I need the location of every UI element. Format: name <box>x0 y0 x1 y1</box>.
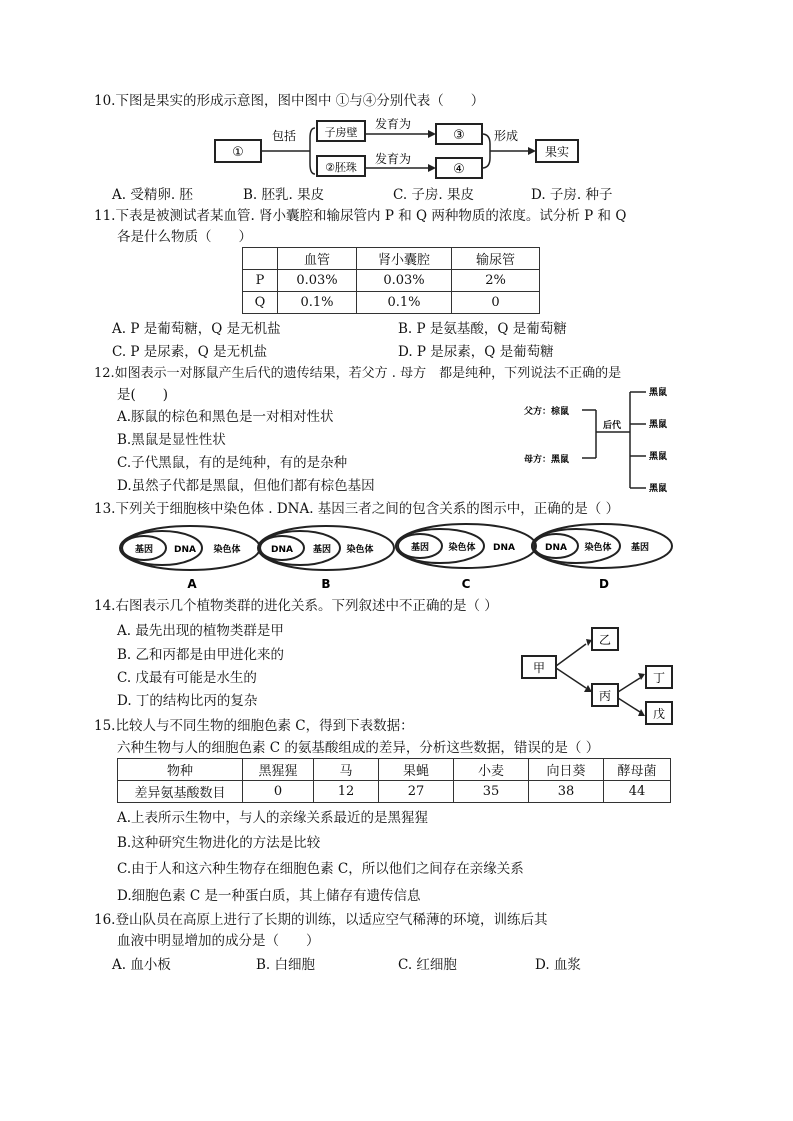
q14-label-bing: 丙 <box>598 689 612 703</box>
q12-stem-line-2: 是( ) <box>117 387 169 403</box>
q10-label-fruit: 果实 <box>544 145 570 159</box>
q13-b-middle: 基因 <box>312 545 332 555</box>
q15-option-a: A.上表所示生物中，与人的亲缘关系最近的是黑猩猩 <box>117 810 429 826</box>
q11-cell: 0.1% <box>357 292 452 314</box>
q11-header-cell: 肾小囊腔 <box>357 248 452 270</box>
q13-a-middle: DNA <box>174 545 196 555</box>
q15-header-cell: 物种 <box>118 759 243 781</box>
q13-d-letter: D <box>599 577 609 591</box>
q14-option-c: C. 戊最有可能是水生的 <box>117 670 257 686</box>
q12-option-b: B.黑鼠是显性性状 <box>117 432 226 448</box>
q16-stem-line-1: 16.登山队员在高原上进行了长期的训练，以适应空气稀薄的环境，训练后其 <box>94 912 548 928</box>
q11-cell: P <box>243 270 278 292</box>
q12-label-offspring: 后代 <box>603 421 622 431</box>
q11-stem-line-2: 各是什么物质（ ） <box>117 229 252 245</box>
q15-cell: 27 <box>379 781 454 803</box>
q16-option-d: D. 血浆 <box>535 957 581 973</box>
q10-label-ovule: ②胚珠 <box>325 161 357 174</box>
q15-cell: 44 <box>604 781 671 803</box>
q12-label-child: 黑鼠 <box>649 388 668 398</box>
q12-option-d: D.虽然子代都是黑鼠，但他们都有棕色基因 <box>117 478 375 494</box>
q14-label-wu: 戊 <box>652 707 666 721</box>
q10-label-form: 形成 <box>494 129 519 143</box>
q15-cell: 35 <box>454 781 529 803</box>
q15-option-b: B.这种研究生物进化的方法是比较 <box>117 835 321 851</box>
q13-venn-diagrams <box>118 522 678 594</box>
q12-option-c: C.子代黑鼠，有的是纯种，有的是杂种 <box>117 455 348 471</box>
q14-label-yi: 乙 <box>598 633 612 647</box>
q13-diagram-a <box>120 526 260 591</box>
q14-evolution-diagram <box>518 622 678 726</box>
q14-option-d: D. 丁的结构比丙的复杂 <box>117 693 258 709</box>
q15-stem-line-1: 15.比较人与不同生物的细胞色素 C，得到下表数据： <box>94 718 414 734</box>
q14-option-a: A. 最先出现的植物类群是甲 <box>117 623 284 639</box>
q10-option-c: C. 子房. 果皮 <box>393 187 475 203</box>
q10-option-d: D. 子房. 种子 <box>531 187 613 203</box>
q15-header-cell: 酵母菌 <box>604 759 671 781</box>
q13-b-outer: 染色体 <box>346 545 374 555</box>
q15-option-c: C.由于人和这六种生物存在细胞色素 C，所以他们之间存在亲缘关系 <box>117 861 524 877</box>
q15-header-cell: 小麦 <box>454 759 529 781</box>
q15-stem-line-2: 六种生物与人的细胞色素 C 的氨基酸组成的差异，分析这些数据，错误的是（ ） <box>117 740 600 756</box>
q10-label-4: ④ <box>453 162 465 177</box>
q10-stem: 10.下图是果实的形成示意图，图中图中 ①与④分别代表（ ） <box>94 93 485 109</box>
q16-stem-line-2: 血液中明显增加的成分是（ ） <box>117 933 320 949</box>
q15-header-cell: 向日葵 <box>529 759 604 781</box>
q11-option-c: C. P 是尿素，Q 是无机盐 <box>112 344 268 360</box>
q10-label-develop-2: 发育为 <box>375 152 412 166</box>
q15-header-cell: 马 <box>314 759 379 781</box>
q10-label-3: ③ <box>453 128 465 143</box>
q11-header-cell: 输尿管 <box>452 248 540 270</box>
q13-c-letter: C <box>461 577 471 591</box>
q15-option-d: D.细胞色素 C 是一种蛋白质，其上储存有遗传信息 <box>117 888 421 904</box>
q15-cell: 0 <box>243 781 314 803</box>
q11-cell: 2% <box>452 270 540 292</box>
q13-a-inner: 基因 <box>134 545 154 555</box>
q13-diagram-b <box>258 526 394 591</box>
q13-diagram-c <box>396 524 536 591</box>
q13-c-outer: DNA <box>493 543 515 553</box>
q11-option-a: A. P 是葡萄糖，Q 是无机盐 <box>112 321 281 337</box>
q15-cell: 差异氨基酸数目 <box>118 781 243 803</box>
q12-heredity-diagram <box>524 384 684 496</box>
q11-header-cell: 血管 <box>278 248 357 270</box>
q12-label-child: 黑鼠 <box>649 452 668 462</box>
q14-option-b: B. 乙和丙都是由甲进化来的 <box>117 647 285 663</box>
q13-a-letter: A <box>187 577 197 591</box>
q10-label-1: ① <box>232 145 244 160</box>
table-row <box>243 270 540 292</box>
q13-a-outer: 染色体 <box>213 545 241 555</box>
q15-header-cell: 黑猩猩 <box>243 759 314 781</box>
q11-stem-line-1: 11.下表是被测试者某血管. 肾小囊腔和输尿管内 P 和 Q 两种物质的浓度。试分析 P 和 Q <box>94 208 627 224</box>
q13-c-inner: 基因 <box>410 543 430 553</box>
q14-label-jia: 甲 <box>532 661 546 675</box>
q13-diagram-d <box>532 524 672 591</box>
q13-d-middle: 染色体 <box>584 543 612 553</box>
q13-b-inner: DNA <box>271 545 293 555</box>
q15-table <box>117 758 671 803</box>
q11-cell: 0.03% <box>357 270 452 292</box>
q11-header-cell <box>243 248 278 270</box>
q11-cell: 0.1% <box>278 292 357 314</box>
q15-cell: 38 <box>529 781 604 803</box>
q10-option-a: A. 受精卵. 胚 <box>112 187 193 203</box>
q13-stem: 13.下列关于细胞核中染色体 . DNA. 基因三者之间的包含关系的图示中，正确的是（ ） <box>94 501 620 517</box>
q13-b-letter: B <box>321 577 331 591</box>
q11-cell: 0 <box>452 292 540 314</box>
q11-cell: 0.03% <box>278 270 357 292</box>
q11-cell: Q <box>243 292 278 314</box>
q13-d-inner: DNA <box>545 543 567 553</box>
q11-option-d: D. P 是尿素，Q 是葡萄糖 <box>398 344 554 360</box>
table-row <box>118 781 671 803</box>
q10-label-include: 包括 <box>272 129 297 143</box>
q12-option-a: A.豚鼠的棕色和黑色是一对相对性状 <box>117 409 334 425</box>
q12-label-child: 黑鼠 <box>649 420 668 430</box>
q10-label-ovary-wall: 子房壁 <box>324 126 358 139</box>
q10-fruit-diagram <box>210 118 590 184</box>
q10-label-develop-1: 发育为 <box>375 118 412 131</box>
q12-label-child: 黑鼠 <box>649 484 668 494</box>
q15-header-cell: 果蝇 <box>379 759 454 781</box>
q12-label-father: 父方：棕鼠 <box>524 407 570 417</box>
q14-stem: 14.右图表示几个植物类群的进化关系。下列叙述中不正确的是（ ） <box>94 598 498 614</box>
q13-c-middle: 染色体 <box>448 543 476 553</box>
q10-option-b: B. 胚乳. 果皮 <box>243 187 325 203</box>
q16-option-b: B. 白细胞 <box>256 957 316 973</box>
q11-table <box>242 247 540 314</box>
q16-option-c: C. 红细胞 <box>398 957 457 973</box>
q13-d-outer: 基因 <box>630 543 650 553</box>
q14-label-ding: 丁 <box>652 671 666 685</box>
q16-option-a: A. 血小板 <box>112 957 171 973</box>
table-row <box>243 292 540 314</box>
q12-label-mother: 母方：黑鼠 <box>524 455 570 465</box>
q12-stem-line-1: 12.如图表示一对豚鼠产生后代的遗传结果，若父方 . 母方 都是纯种，下列说法不正确的是 <box>94 366 622 381</box>
q11-option-b: B. P 是氨基酸，Q 是葡萄糖 <box>398 321 567 337</box>
q15-cell: 12 <box>314 781 379 803</box>
